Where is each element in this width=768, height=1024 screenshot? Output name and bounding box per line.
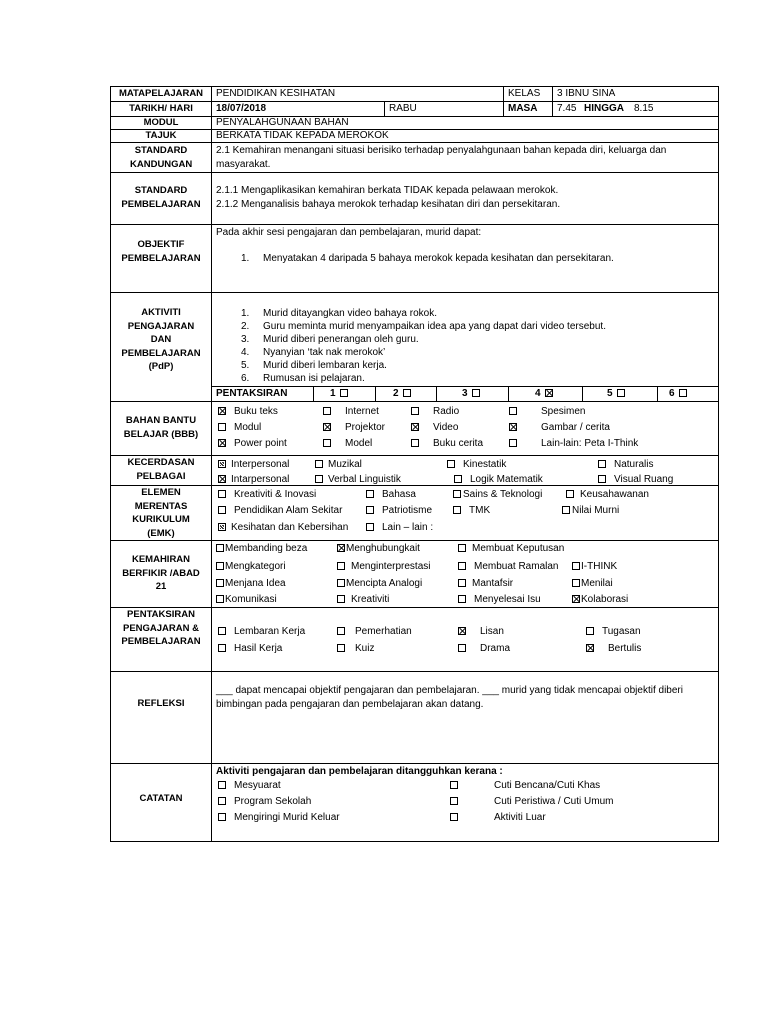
checkbox-icon[interactable] <box>216 579 224 587</box>
checkbox-icon[interactable] <box>458 644 466 652</box>
bbb-option-label: Gambar / cerita <box>541 422 610 433</box>
aktiviti-item-text: Murid diberi penerangan oleh guru. <box>263 334 419 345</box>
checkbox-icon[interactable] <box>218 490 226 498</box>
bbb-option-label: Projektor <box>345 422 386 433</box>
kecerdasan-option[interactable] <box>598 458 653 471</box>
bbb-option[interactable] <box>218 437 287 450</box>
bbb-option[interactable] <box>218 405 278 418</box>
kecerdasan-option[interactable] <box>218 473 289 486</box>
checkbox-icon[interactable] <box>509 407 517 415</box>
checkbox-icon[interactable] <box>216 562 224 570</box>
bbb-option[interactable] <box>411 421 458 434</box>
catatan-label: CATATAN <box>139 793 183 804</box>
checkbox-icon[interactable] <box>572 579 580 587</box>
catatan-option-label: Cuti Bencana/Cuti Khas <box>494 780 601 791</box>
checkbox-icon[interactable] <box>218 797 226 805</box>
aktiviti-item-num: 1. <box>241 308 250 319</box>
bbb-option[interactable] <box>509 421 610 434</box>
kemahiran-option-label: Menjana Idea <box>225 578 286 589</box>
pentaksiran-pp-option[interactable] <box>586 625 641 638</box>
kecerdasan-option[interactable] <box>315 473 401 486</box>
bbb-option[interactable] <box>509 405 585 418</box>
checkbox-icon[interactable] <box>218 506 226 514</box>
emk-option[interactable] <box>218 504 342 517</box>
kemahiran-option-label: Mantafsir <box>472 578 514 589</box>
checkbox-icon[interactable] <box>337 644 345 652</box>
catatan-option[interactable] <box>218 811 340 824</box>
emk-option[interactable] <box>453 488 542 501</box>
refleksi-label: REFLEKSI <box>137 698 185 709</box>
emk-label: ELEMEN MERENTAS KURIKULUM (EMK) <box>132 487 190 539</box>
kemahiran-option-label: Mencipta Analogi <box>346 578 423 589</box>
checkbox-icon[interactable] <box>218 781 226 789</box>
level-divider <box>313 386 314 401</box>
checkbox-icon[interactable] <box>679 389 687 397</box>
kemahiran-option[interactable] <box>572 577 613 590</box>
emk-option-label: Kreativiti & Inovasi <box>234 489 317 500</box>
kemahiran-option-label: Kreativiti <box>351 594 390 605</box>
bbb-option[interactable] <box>411 437 483 450</box>
kecerdasan-option-label: Kinestatik <box>463 459 507 470</box>
checkbox-icon[interactable] <box>366 523 374 531</box>
pentaksiran-level-5[interactable] <box>607 387 630 400</box>
aktiviti-item-text: Guru meminta murid menyampaikan idea apa yang dapat dari video tersebut. <box>263 321 606 332</box>
checkbox-icon[interactable] <box>598 460 606 468</box>
checkbox-icon[interactable] <box>453 506 461 514</box>
kemahiran-option[interactable] <box>337 593 389 606</box>
bbb-option-label: Internet <box>345 406 379 417</box>
checkbox-icon[interactable] <box>453 490 461 498</box>
level-number: 6 <box>669 388 675 399</box>
aktiviti-item-text: Nyanyian ‘tak nak merokok’ <box>263 347 386 358</box>
checkbox-icon[interactable] <box>562 506 570 514</box>
row-line <box>110 540 719 541</box>
aktiviti-item-num: 2. <box>241 321 250 332</box>
kecerdasan-option-label: Muzikal <box>328 459 362 470</box>
kecerdasan-option[interactable] <box>447 458 506 471</box>
tarikh-label: TARIKH/ HARI <box>129 103 193 114</box>
emk-option-label: Pendidikan Alam Sekitar <box>234 505 343 516</box>
checkbox-icon[interactable] <box>337 562 345 570</box>
checkbox-icon[interactable] <box>218 627 226 635</box>
hdr-vline-3 <box>384 101 385 116</box>
pentaksiran-pp-option[interactable] <box>218 642 282 655</box>
emk-option-label: TMK <box>469 505 491 516</box>
level-number: 2 <box>393 388 399 399</box>
kemahiran-option-label: Membanding beza <box>225 543 308 554</box>
checkbox-icon[interactable] <box>617 389 625 397</box>
aktiviti-item-num: 3. <box>241 334 250 345</box>
row-line <box>110 671 719 672</box>
checkbox-icon[interactable] <box>323 439 331 447</box>
checkbox-icon[interactable] <box>337 595 345 603</box>
kemahiran-option-label: Membuat Ramalan <box>474 561 559 572</box>
bbb-option-label: Video <box>433 422 459 433</box>
pentaksiran-pp-option[interactable] <box>458 642 510 655</box>
aktiviti-item-text: Murid diberi lembaran kerja. <box>263 360 387 371</box>
emk-option[interactable] <box>218 521 348 534</box>
level-number: 1 <box>330 388 336 399</box>
emk-option[interactable] <box>366 488 416 501</box>
checked-box-icon[interactable] <box>218 407 226 415</box>
bbb-option-label: Model <box>345 438 373 449</box>
objektif-item-num: 1. <box>241 253 250 264</box>
row-line <box>110 292 719 293</box>
kemahiran-option-label: Membuat Keputusan <box>472 543 565 554</box>
kemahiran-option-label: Kolaborasi <box>581 594 629 605</box>
checkbox-icon[interactable] <box>216 595 224 603</box>
pentaksiran-pp-option-label: Tugasan <box>602 626 641 637</box>
tajuk-label: TAJUK <box>145 130 177 141</box>
refleksi-text: ___ dapat mencapai objektif pengajaran dan pembelajaran. ___ murid yang tidak mencapai objektif diberi bimbingan pada pengajaran dan pembelajaran akan datang. <box>216 685 683 710</box>
checkbox-icon[interactable] <box>458 544 466 552</box>
tajuk-value: BERKATA TIDAK KEPADA MEROKOK <box>216 130 389 141</box>
checked-box-icon[interactable] <box>218 439 226 447</box>
kecerdasan-option-label: Logik Matematik <box>470 474 543 485</box>
checked-box-icon[interactable] <box>545 389 553 397</box>
emk-option-label: Lain – lain : <box>382 522 434 533</box>
standard-kandungan-text: 2.1 Kemahiran menangani situasi berisiko terhadap penyalahgunaan bahan kepada diri, keluarga dan masyarakat. <box>216 145 667 170</box>
aktiviti-item-num: 4. <box>241 347 250 358</box>
masa-end: 8.15 <box>634 103 654 114</box>
pentaksiran-pp-label: PENTAKSIRAN PENGAJARAN & PEMBELAJARAN <box>121 609 201 647</box>
kecerdasan-option[interactable] <box>218 458 289 471</box>
checked-box-icon[interactable] <box>218 475 226 483</box>
bbb-option-label: Lain-lain: Peta I-Think <box>541 438 639 449</box>
bbb-option-label: Buku cerita <box>433 438 484 449</box>
bbb-option-label: Spesimen <box>541 406 586 417</box>
pentaksiran-pp-option-label: Lembaran Kerja <box>234 626 306 637</box>
kemahiran-option[interactable] <box>216 593 277 606</box>
checkbox-icon[interactable] <box>337 579 345 587</box>
bbb-option[interactable] <box>323 405 379 418</box>
emk-option[interactable] <box>562 504 619 517</box>
checkbox-icon[interactable] <box>450 813 458 821</box>
emk-option-label: Keusahawanan <box>580 489 649 500</box>
modul-value: PENYALAHGUNAAN BAHAN <box>216 117 349 128</box>
kelas-value: 3 IBNU SINA <box>557 88 616 99</box>
kecerdasan-option-label: Naturalis <box>614 459 654 470</box>
hari-value: RABU <box>389 103 417 114</box>
kecerdasan-option-label: Intarpersonal <box>231 474 290 485</box>
bbb-option[interactable] <box>509 437 638 450</box>
emk-option[interactable] <box>366 504 432 517</box>
bbb-option[interactable] <box>411 405 459 418</box>
level-divider <box>657 386 658 401</box>
bbb-label: BAHAN BANTU BELAJAR (BBB) <box>123 415 199 440</box>
row-line <box>110 401 719 402</box>
standard-kandungan-label: STANDARD KANDUNGAN <box>130 145 193 170</box>
checkbox-icon[interactable] <box>447 460 455 468</box>
bbb-option[interactable] <box>218 421 261 434</box>
emk-option[interactable] <box>566 488 649 501</box>
frame-right <box>718 86 719 842</box>
checkbox-icon[interactable] <box>411 439 419 447</box>
bbb-option[interactable] <box>323 437 372 450</box>
aktiviti-label: AKTIVITI PENGAJARAN DAN PEMBELAJARAN (PdP) <box>121 307 201 372</box>
checkbox-icon[interactable] <box>566 490 574 498</box>
kemahiran-option[interactable] <box>337 560 430 573</box>
kecerdasan-option[interactable] <box>454 473 543 486</box>
checked-box-icon[interactable] <box>218 523 226 531</box>
kemahiran-option-label: Menghubungkait <box>346 543 420 554</box>
bbb-option[interactable] <box>323 421 385 434</box>
level-number: 5 <box>607 388 613 399</box>
pentaksiran-pp-option-label: Bertulis <box>608 643 642 654</box>
checkbox-icon[interactable] <box>598 475 606 483</box>
checked-box-icon[interactable] <box>337 544 345 552</box>
checkbox-icon[interactable] <box>315 475 323 483</box>
pentaksiran-level-label: PENTAKSIRAN <box>216 388 288 399</box>
catatan-option[interactable] <box>450 795 613 808</box>
level-number: 4 <box>535 388 541 399</box>
level-divider <box>582 386 583 401</box>
catatan-option-label: Mengiringi Murid Keluar <box>234 812 340 823</box>
masa-label: MASA <box>508 103 538 114</box>
kemahiran-option[interactable] <box>216 560 286 573</box>
objektif-item-text: Menyatakan 4 daripada 5 bahaya merokok kepada kesihatan dan persekitaran. <box>263 253 614 264</box>
kecerdasan-option[interactable] <box>598 473 673 486</box>
bbb-option-label: Buku teks <box>234 406 278 417</box>
checkbox-icon[interactable] <box>340 389 348 397</box>
aktiviti-item-num: 5. <box>241 360 250 371</box>
checked-box-icon[interactable] <box>586 644 594 652</box>
kemahiran-label: KEMAHIRAN BERFIKIR /ABAD 21 <box>122 554 200 592</box>
pentaksiran-pp-option-label: Kuiz <box>355 643 375 654</box>
checkbox-icon[interactable] <box>458 595 466 603</box>
checked-box-icon[interactable] <box>458 627 466 635</box>
kemahiran-option-label: Komunikasi <box>225 594 277 605</box>
level-divider <box>375 386 376 401</box>
standard-pembelajaran-item: 2.1.2 Menganalisis bahaya merokok terhadap kesihatan diri dan persekitaran. <box>216 199 561 210</box>
emk-option[interactable] <box>218 488 316 501</box>
kecerdasan-option[interactable] <box>315 458 362 471</box>
emk-option[interactable] <box>366 521 433 534</box>
kecerdasan-option-label: Interpersonal <box>231 459 290 470</box>
kemahiran-option[interactable] <box>216 542 307 555</box>
kemahiran-option[interactable] <box>572 560 617 573</box>
catatan-option[interactable] <box>218 795 311 808</box>
catatan-option-label: Cuti Peristiwa / Cuti Umum <box>494 796 614 807</box>
aktiviti-item-num: 6. <box>241 373 250 384</box>
checkbox-icon[interactable] <box>366 506 374 514</box>
catatan-option[interactable] <box>450 811 546 824</box>
kemahiran-option[interactable] <box>337 542 420 555</box>
bbb-option-label: Power point <box>234 438 287 449</box>
kemahiran-option-label: Mengkategori <box>225 561 286 572</box>
row-line <box>110 763 719 764</box>
pentaksiran-pp-option[interactable] <box>337 625 412 638</box>
kemahiran-option[interactable] <box>337 577 422 590</box>
pentaksiran-level-6[interactable] <box>669 387 692 400</box>
checkbox-icon[interactable] <box>458 562 466 570</box>
row-line <box>110 172 719 173</box>
bbb-option-label: Modul <box>234 422 262 433</box>
kelas-label: KELAS <box>508 88 541 99</box>
checkbox-icon[interactable] <box>586 627 594 635</box>
kemahiran-option[interactable] <box>458 560 558 573</box>
kemahiran-option[interactable] <box>216 577 286 590</box>
checkbox-icon[interactable] <box>218 644 226 652</box>
emk-option-label: Patriotisme <box>382 505 433 516</box>
checkbox-icon[interactable] <box>216 544 224 552</box>
kemahiran-option-label: Menyelesai Isu <box>474 594 541 605</box>
pentaksiran-pp-option-label: Lisan <box>480 626 504 637</box>
checkbox-icon[interactable] <box>454 475 462 483</box>
checkbox-icon[interactable] <box>572 562 580 570</box>
standard-pembelajaran-label: STANDARD PEMBELAJARAN <box>121 185 201 210</box>
level-divider <box>508 386 509 401</box>
pentaksiran-pp-option[interactable] <box>337 642 374 655</box>
checkbox-icon[interactable] <box>366 490 374 498</box>
pentaksiran-level-3[interactable] <box>462 387 485 400</box>
checkbox-icon[interactable] <box>472 389 480 397</box>
catatan-option-label: Mesyuarat <box>234 780 281 791</box>
checked-box-icon[interactable] <box>323 423 331 431</box>
checked-box-icon[interactable] <box>572 595 580 603</box>
pentaksiran-pp-option-label: Pemerhatian <box>355 626 412 637</box>
pentaksiran-pp-option[interactable] <box>586 642 641 655</box>
checkbox-icon[interactable] <box>450 797 458 805</box>
kecerdasan-option-label: Visual Ruang <box>614 474 674 485</box>
checkbox-icon[interactable] <box>509 439 517 447</box>
pentaksiran-level-2[interactable] <box>393 387 416 400</box>
matapelajaran-value: PENDIDIKAN KESIHATAN <box>216 88 336 99</box>
row-line <box>110 224 719 225</box>
level-divider <box>436 386 437 401</box>
kemahiran-option[interactable] <box>458 577 513 590</box>
checked-box-icon[interactable] <box>509 423 517 431</box>
kemahiran-option[interactable] <box>458 593 541 606</box>
pentaksiran-pp-option[interactable] <box>218 625 305 638</box>
kemahiran-option-label: Menilai <box>581 578 613 589</box>
pentaksiran-pp-option-label: Drama <box>480 643 511 654</box>
pentaksiran-level-1[interactable] <box>330 387 353 400</box>
catatan-option[interactable] <box>218 779 281 792</box>
tarikh-value: 18/07/2018 <box>216 103 267 114</box>
masa-hingga: HINGGA <box>584 103 624 114</box>
checkbox-icon[interactable] <box>218 813 226 821</box>
kemahiran-option-label: I-THINK <box>581 561 618 572</box>
emk-option-label: Sains & Teknologi <box>463 489 543 500</box>
objektif-label: OBJEKTIF PEMBELAJARAN <box>121 239 201 264</box>
pentaksiran-pp-option[interactable] <box>458 625 504 638</box>
modul-label: MODUL <box>143 117 179 128</box>
kecerdasan-label: KECERDASAN PELBAGAI <box>127 457 195 482</box>
kemahiran-option[interactable] <box>458 542 564 555</box>
bbb-option-label: Radio <box>433 406 460 417</box>
checkbox-icon[interactable] <box>218 423 226 431</box>
emk-option-label: Kesihatan dan Kebersihan <box>231 522 349 533</box>
objektif-intro: Pada akhir sesi pengajaran dan pembelajaran, murid dapat: <box>216 227 482 238</box>
catatan-option[interactable] <box>450 779 600 792</box>
kecerdasan-option-label: Verbal Linguistik <box>328 474 401 485</box>
pentaksiran-pp-option-label: Hasil Kerja <box>234 643 283 654</box>
catatan-heading: Aktiviti pengajaran dan pembelajaran ditangguhkan kerana : <box>216 766 503 777</box>
emk-option-label: Nilai Murni <box>572 505 620 516</box>
catatan-option-label: Aktiviti Luar <box>494 812 546 823</box>
catatan-option-label: Program Sekolah <box>234 796 312 807</box>
aktiviti-item-text: Rumusan isi pelajaran. <box>263 373 365 384</box>
frame-bottom <box>110 841 719 842</box>
checkbox-icon[interactable] <box>403 389 411 397</box>
standard-pembelajaran-item: 2.1.1 Mengaplikasikan kemahiran berkata TIDAK kepada pelawaan merokok. <box>216 185 559 196</box>
kemahiran-option-label: Menginterprestasi <box>351 561 431 572</box>
emk-option-label: Bahasa <box>382 489 416 500</box>
masa-start: 7.45 <box>557 103 577 114</box>
checkbox-icon[interactable] <box>450 781 458 789</box>
label-column-divider <box>211 86 212 842</box>
pentaksiran-level-4[interactable] <box>535 387 558 400</box>
checked-box-icon[interactable] <box>411 423 419 431</box>
emk-option[interactable] <box>453 504 490 517</box>
kemahiran-option[interactable] <box>572 593 628 606</box>
checkbox-icon[interactable] <box>315 460 323 468</box>
matapelajaran-label: MATAPELAJARAN <box>118 88 204 99</box>
checkbox-icon[interactable] <box>411 407 419 415</box>
checkbox-icon[interactable] <box>458 579 466 587</box>
checkbox-icon[interactable] <box>323 407 331 415</box>
checked-box-icon[interactable] <box>218 460 226 468</box>
checkbox-icon[interactable] <box>337 627 345 635</box>
level-number: 3 <box>462 388 468 399</box>
aktiviti-item-text: Murid ditayangkan video bahaya rokok. <box>263 308 437 319</box>
